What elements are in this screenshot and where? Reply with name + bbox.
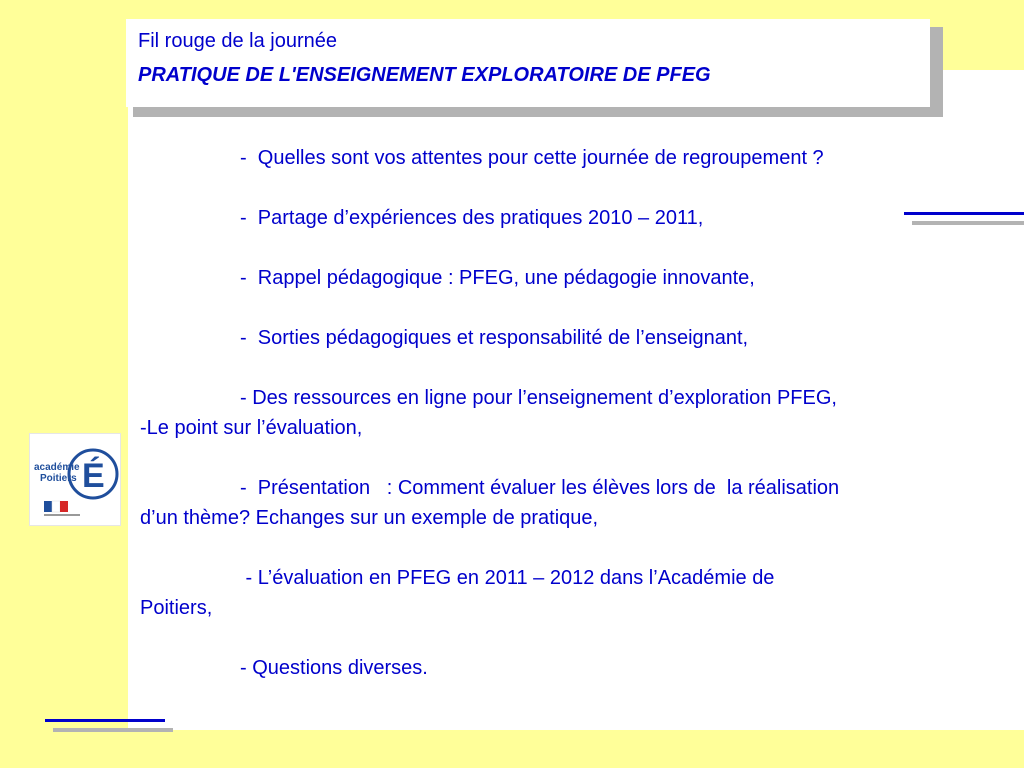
title-heading: PRATIQUE DE L'ENSEIGNEMENT EXPLORATOIRE DE PFEG (138, 64, 711, 86)
agenda-item-text: - L’évaluation en PFEG en 2011 – 2012 dans l’Académie de (240, 567, 775, 589)
agenda-item (140, 563, 1020, 593)
agenda-item (140, 473, 1020, 503)
logo-text-academie: académie (34, 462, 80, 473)
agenda-item-text: - Questions diverses. (240, 657, 428, 679)
agenda-item-text: - Partage d’expériences des pratiques 2010 – 2011, (240, 207, 704, 229)
agenda-item-text: d’un thème? Echanges sur un exemple de pratique, (140, 507, 599, 529)
title-box (126, 19, 930, 107)
academie-poitiers-logo (29, 433, 121, 526)
agenda-item-text: - Sorties pédagogiques et responsabilité de l’enseignant, (240, 327, 749, 349)
decorative-line-bottom-grey (53, 728, 173, 732)
agenda-item (140, 413, 1020, 443)
agenda-item-text: - Rappel pédagogique : PFEG, une pédagogie innovante, (240, 267, 755, 289)
agenda-list (140, 143, 1020, 683)
agenda-item-text: Poitiers, (140, 597, 213, 619)
agenda-item-text: - Présentation : Comment évaluer les élèves lors de la réalisation (240, 477, 840, 499)
agenda-item (140, 383, 1020, 413)
title-subtitle: Fil rouge de la journée (138, 30, 338, 52)
agenda-item-continuation (140, 593, 1020, 623)
agenda-item-text: -Le point sur l’évaluation, (140, 417, 363, 439)
agenda-item-text: - Quelles sont vos attentes pour cette journée de regroupement ? (240, 147, 824, 169)
decorative-line-bottom-blue (45, 719, 165, 722)
agenda-item-text: - Des ressources en ligne pour l’enseignement d’exploration PFEG, (240, 387, 837, 409)
logo-letter: É (82, 457, 105, 495)
french-flag-icon (44, 501, 68, 512)
agenda-item (140, 203, 1020, 233)
agenda-item (140, 323, 1020, 353)
agenda-item (140, 653, 1020, 683)
agenda-item (140, 263, 1020, 293)
logo-text-poitiers: Poitiers (40, 473, 77, 484)
agenda-item (140, 143, 1020, 173)
agenda-item-continuation (140, 503, 1020, 533)
